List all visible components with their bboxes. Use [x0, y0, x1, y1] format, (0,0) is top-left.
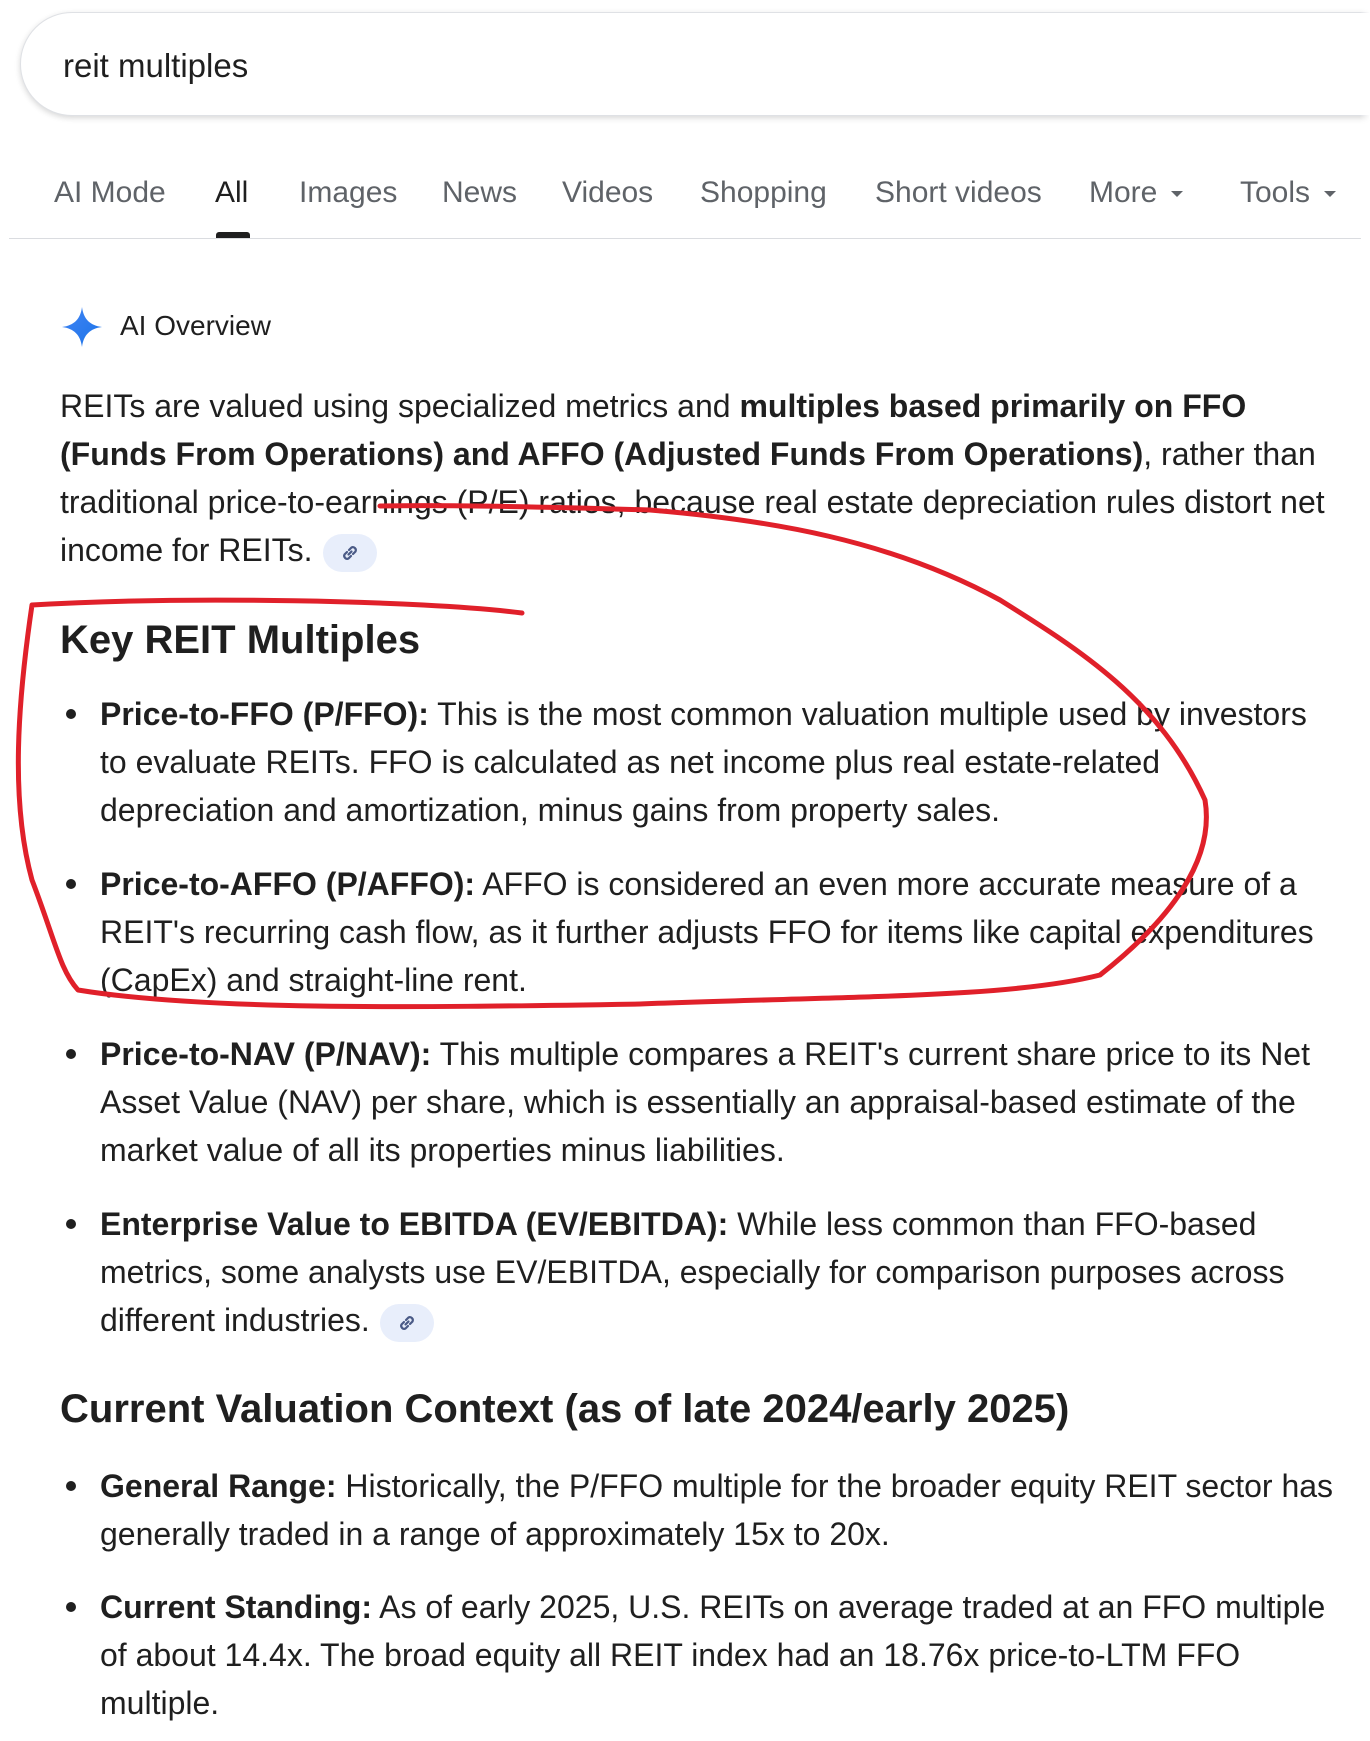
bullet [66, 1602, 76, 1612]
link-icon [339, 542, 361, 564]
tab-videos[interactable]: Videos [562, 176, 654, 209]
list-item [100, 1200, 1340, 1344]
intro-text: REITs are valued using specialized metrics and [60, 388, 740, 424]
tab-more-label: More [1089, 176, 1158, 209]
tab-tools[interactable] [1240, 176, 1336, 210]
search-tabs [9, 150, 1361, 239]
bullet [66, 879, 76, 889]
item-text: Historically, the P/FFO multiple for the broader equity REIT sector has generally traded in a range of approximately 15x to 20x. [100, 1468, 1334, 1552]
item-term: Current Standing: [100, 1589, 372, 1625]
tab-more[interactable] [1089, 176, 1183, 210]
list-item [100, 1583, 1340, 1727]
tab-all[interactable]: All [215, 176, 249, 209]
source-link-button[interactable] [323, 534, 377, 572]
item-term: Price-to-NAV (P/NAV): [100, 1036, 432, 1072]
bullet [66, 1049, 76, 1059]
search-bar [20, 12, 1370, 116]
tab-short-videos[interactable]: Short videos [875, 176, 1042, 209]
tab-shopping[interactable]: Shopping [700, 176, 827, 209]
bullet [66, 1481, 76, 1491]
item-term: Price-to-FFO (P/FFO): [100, 696, 429, 732]
tab-ai-mode[interactable]: AI Mode [54, 176, 166, 209]
sparkle-icon [60, 305, 104, 349]
tab-images[interactable]: Images [299, 176, 398, 209]
edge-fade [1360, 0, 1370, 1741]
item-text: AFFO is considered an even more accurate measure of a REIT's recurring cash flow, as it further adjusts FFO for items like capital expenditures (CapEx) and straight-line rent. [100, 866, 1314, 998]
intro-text-end: , rather than traditional price-to-earnings (P/E) ratios, because real estate depreciation rules distort net income for REITs. [60, 436, 1325, 568]
list-item [100, 860, 1340, 1004]
item-term: General Range: [100, 1468, 337, 1504]
tab-tools-label: Tools [1240, 176, 1311, 209]
ai-overview-intro [60, 382, 1330, 574]
list-item [100, 1030, 1340, 1174]
item-text: While less common than FFO-based metrics, some analysts use EV/EBITDA, especially for comparison purposes across different industries. [100, 1206, 1285, 1338]
list-item [100, 690, 1340, 834]
bullet [66, 1219, 76, 1229]
bullet [66, 709, 76, 719]
item-text: As of early 2025, U.S. REITs on average traded at an FFO multiple of about 14.4x. The broad equity all REIT index had an 18.76x price-to-LTM FFO multiple. [100, 1589, 1326, 1721]
chevron-down-icon [1171, 191, 1183, 197]
item-term: Price-to-AFFO (P/AFFO): [100, 866, 476, 902]
section-heading-valuation-context: Current Valuation Context (as of late 2024/early 2025) [60, 1387, 1070, 1431]
link-icon [396, 1312, 418, 1334]
active-tab-indicator [216, 232, 250, 238]
chevron-down-icon [1324, 191, 1336, 197]
section-heading-key-multiples: Key REIT Multiples [60, 618, 421, 662]
ai-overview-label: AI Overview [120, 310, 271, 341]
item-text: This is the most common valuation multiple used by investors to evaluate REITs. FFO is calculated as net income plus real estate-related depreciation and amortization, minus gains from property sales. [100, 696, 1307, 828]
tab-news[interactable]: News [442, 176, 518, 209]
search-input[interactable] [61, 13, 1265, 119]
intro-bold-text: multiples based primarily on FFO (Funds From Operations) and AFFO (Adjusted Funds From Operations) [60, 388, 1247, 472]
item-text: This multiple compares a REIT's current share price to its Net Asset Value (NAV) per share, which is essentially an appraisal-based estimate of the market value of all its properties minus liabilities. [100, 1036, 1310, 1168]
list-item [100, 1462, 1340, 1558]
item-term: Enterprise Value to EBITDA (EV/EBITDA): [100, 1206, 729, 1242]
source-link-button[interactable] [380, 1304, 434, 1342]
